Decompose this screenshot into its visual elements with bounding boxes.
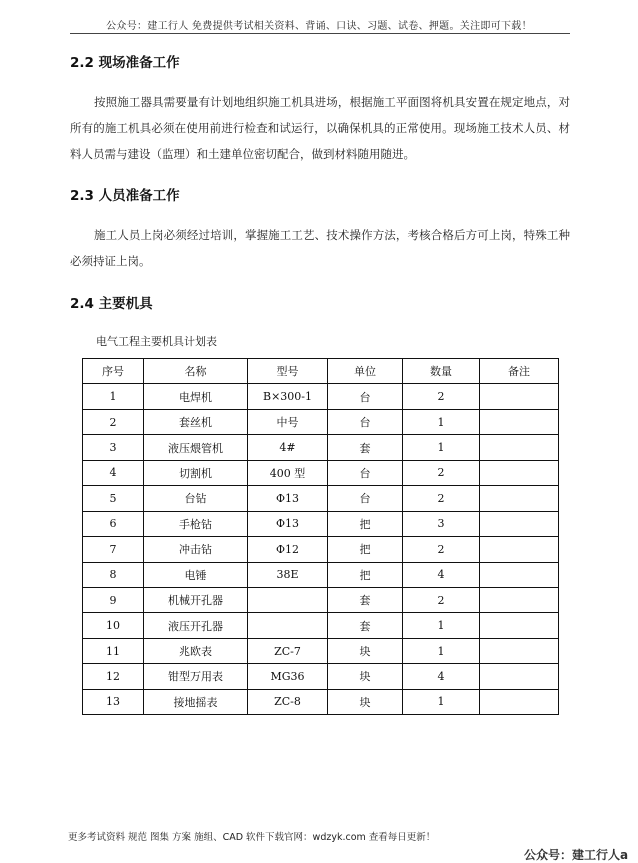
table-row bbox=[83, 664, 559, 689]
cell-model bbox=[248, 613, 328, 638]
header-divider bbox=[70, 33, 570, 34]
cell-quantity: 2 bbox=[403, 587, 480, 612]
header-cell-model: 型号 bbox=[248, 359, 328, 384]
cell-quantity: 1 bbox=[403, 613, 480, 638]
table-row bbox=[83, 613, 559, 638]
cell-unit: 套 bbox=[328, 435, 403, 460]
cell-unit: 套 bbox=[328, 587, 403, 612]
cell-model: Φ13 bbox=[248, 486, 328, 511]
header-cell-remarks: 备注 bbox=[480, 359, 559, 384]
cell-index: 1 bbox=[83, 384, 144, 409]
cell-index: 13 bbox=[83, 689, 144, 714]
cell-unit: 块 bbox=[328, 638, 403, 663]
cell-unit: 套 bbox=[328, 613, 403, 638]
table-row bbox=[83, 384, 559, 409]
cell-remarks bbox=[480, 613, 559, 638]
table-row bbox=[83, 435, 559, 460]
cell-quantity: 2 bbox=[403, 384, 480, 409]
cell-name: 手枪钻 bbox=[144, 511, 248, 536]
cell-quantity: 1 bbox=[403, 638, 480, 663]
cell-index: 8 bbox=[83, 562, 144, 587]
footer-note: 更多考试资料 规范 图集 方案 施组、CAD 软件下载官网：wdzyk.com 查看每日更新！ bbox=[68, 832, 436, 843]
cell-quantity: 2 bbox=[403, 460, 480, 485]
cell-index: 5 bbox=[83, 486, 144, 511]
cell-name: 钳型万用表 bbox=[144, 664, 248, 689]
cell-name: 液压煨管机 bbox=[144, 435, 248, 460]
cell-model: B×300-1 bbox=[248, 384, 328, 409]
cell-name: 兆欧表 bbox=[144, 638, 248, 663]
cell-name: 机械开孔器 bbox=[144, 587, 248, 612]
cell-quantity: 3 bbox=[403, 511, 480, 536]
cell-index: 12 bbox=[83, 664, 144, 689]
cell-quantity: 2 bbox=[403, 537, 480, 562]
table-row bbox=[83, 511, 559, 536]
table-row bbox=[83, 537, 559, 562]
cell-name: 接地摇表 bbox=[144, 689, 248, 714]
header-cell-quantity: 数量 bbox=[403, 359, 480, 384]
cell-model: 中号 bbox=[248, 409, 328, 434]
section-paragraph-site-preparation: 按照施工器具需要量有计划地组织施工机具进场，根据施工平面图将机具安置在规定地点，对所有的施工机具必须在使用前进行检查和试运行，以确保机具的正常使用。现场施工技术人员、材料人员需与建设（监理）和土建单位密切配合，做到材料随用随进。 bbox=[70, 95, 570, 161]
cell-index: 11 bbox=[83, 638, 144, 663]
cell-name: 冲击钻 bbox=[144, 537, 248, 562]
cell-remarks bbox=[480, 664, 559, 689]
cell-index: 9 bbox=[83, 587, 144, 612]
header-cell-index: 序号 bbox=[83, 359, 144, 384]
footer-watermark: 公众号：建工行人a bbox=[524, 848, 629, 862]
cell-index: 2 bbox=[83, 409, 144, 434]
cell-remarks bbox=[480, 537, 559, 562]
cell-remarks bbox=[480, 587, 559, 612]
table-row bbox=[83, 562, 559, 587]
cell-index: 7 bbox=[83, 537, 144, 562]
cell-remarks bbox=[480, 486, 559, 511]
header-note: 公众号：建工行人 免费提供考试相关资料、背诵、口诀、习题、试卷、押题。关注即可下载！ bbox=[106, 21, 532, 32]
cell-remarks bbox=[480, 511, 559, 536]
cell-name: 台钻 bbox=[144, 486, 248, 511]
equipment-table bbox=[82, 358, 559, 715]
table-header-row bbox=[83, 359, 559, 384]
section-heading-personnel-preparation: 2.3 人员准备工作 bbox=[70, 188, 180, 204]
cell-unit: 台 bbox=[328, 409, 403, 434]
cell-unit: 台 bbox=[328, 384, 403, 409]
section-heading-site-preparation: 2.2 现场准备工作 bbox=[70, 55, 180, 71]
cell-remarks bbox=[480, 689, 559, 714]
cell-model: Φ13 bbox=[248, 511, 328, 536]
cell-name: 电锤 bbox=[144, 562, 248, 587]
cell-remarks bbox=[480, 409, 559, 434]
cell-unit: 台 bbox=[328, 460, 403, 485]
cell-model: Φ12 bbox=[248, 537, 328, 562]
table-row bbox=[83, 460, 559, 485]
cell-quantity: 2 bbox=[403, 486, 480, 511]
cell-quantity: 1 bbox=[403, 409, 480, 434]
cell-index: 6 bbox=[83, 511, 144, 536]
cell-model: ZC-8 bbox=[248, 689, 328, 714]
cell-quantity: 4 bbox=[403, 664, 480, 689]
cell-unit: 把 bbox=[328, 562, 403, 587]
cell-quantity: 4 bbox=[403, 562, 480, 587]
cell-unit: 把 bbox=[328, 537, 403, 562]
cell-index: 4 bbox=[83, 460, 144, 485]
header-cell-name: 名称 bbox=[144, 359, 248, 384]
header-cell-unit: 单位 bbox=[328, 359, 403, 384]
cell-model: 38E bbox=[248, 562, 328, 587]
cell-name: 液压开孔器 bbox=[144, 613, 248, 638]
cell-unit: 台 bbox=[328, 486, 403, 511]
cell-name: 切割机 bbox=[144, 460, 248, 485]
table-row bbox=[83, 587, 559, 612]
cell-model: ZC-7 bbox=[248, 638, 328, 663]
cell-model bbox=[248, 587, 328, 612]
cell-remarks bbox=[480, 460, 559, 485]
cell-index: 10 bbox=[83, 613, 144, 638]
cell-remarks bbox=[480, 435, 559, 460]
cell-model: MG36 bbox=[248, 664, 328, 689]
cell-model: 4# bbox=[248, 435, 328, 460]
cell-unit: 把 bbox=[328, 511, 403, 536]
cell-unit: 块 bbox=[328, 664, 403, 689]
section-paragraph-personnel-preparation: 施工人员上岗必须经过培训，掌握施工工艺、技术操作方法，考核合格后方可上岗，特殊工种必须持证上岗。 bbox=[70, 228, 570, 268]
table-row bbox=[83, 486, 559, 511]
table-caption: 电气工程主要机具计划表 bbox=[96, 335, 217, 348]
table-row bbox=[83, 689, 559, 714]
cell-name: 套丝机 bbox=[144, 409, 248, 434]
cell-remarks bbox=[480, 638, 559, 663]
section-heading-main-equipment: 2.4 主要机具 bbox=[70, 296, 153, 312]
cell-index: 3 bbox=[83, 435, 144, 460]
cell-quantity: 1 bbox=[403, 435, 480, 460]
table-row bbox=[83, 638, 559, 663]
cell-remarks bbox=[480, 384, 559, 409]
table-row bbox=[83, 409, 559, 434]
cell-quantity: 1 bbox=[403, 689, 480, 714]
cell-name: 电焊机 bbox=[144, 384, 248, 409]
cell-model: 400 型 bbox=[248, 460, 328, 485]
cell-remarks bbox=[480, 562, 559, 587]
cell-unit: 块 bbox=[328, 689, 403, 714]
